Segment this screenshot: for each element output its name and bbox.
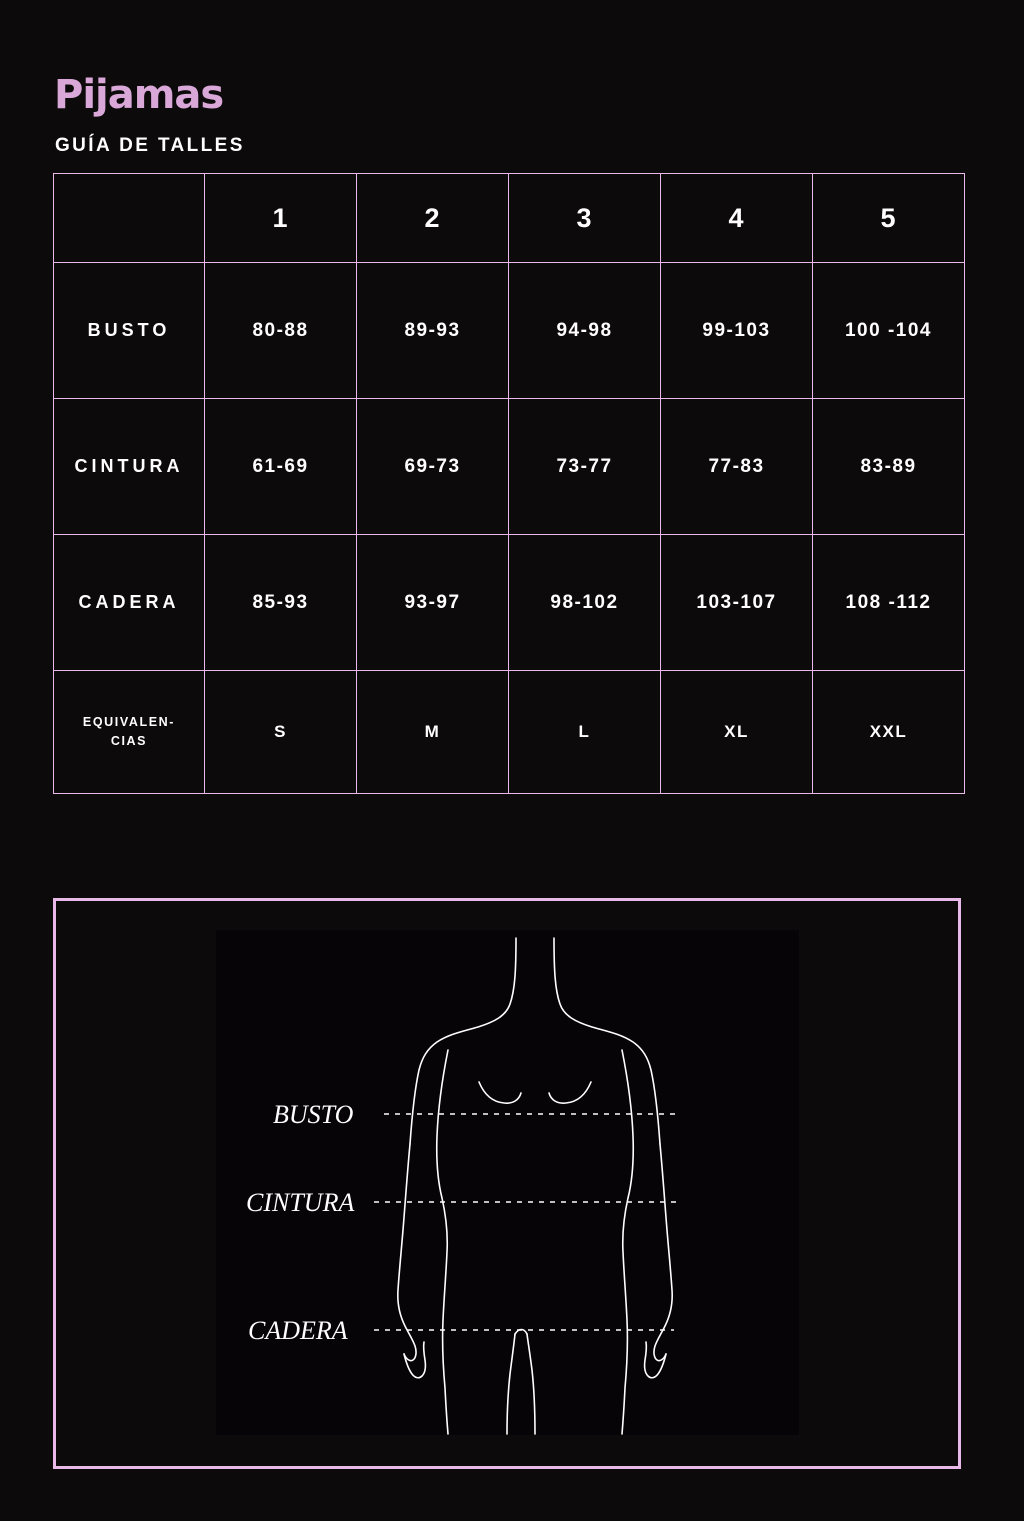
cell-busto-5: 100 -104 xyxy=(813,263,965,399)
cell-cadera-3: 98-102 xyxy=(509,535,661,671)
cell-cintura-1: 61-69 xyxy=(205,399,357,535)
column-header-4: 4 xyxy=(661,174,813,263)
size-table-container xyxy=(53,173,965,794)
cell-equivalencia-2: M xyxy=(357,671,509,794)
cell-busto-1: 80-88 xyxy=(205,263,357,399)
cell-cadera-1: 85-93 xyxy=(205,535,357,671)
cell-busto-2: 89-93 xyxy=(357,263,509,399)
table-row xyxy=(54,535,965,671)
cell-busto-3: 94-98 xyxy=(509,263,661,399)
column-header-1: 1 xyxy=(205,174,357,263)
cell-cintura-3: 73-77 xyxy=(509,399,661,535)
equivalencias-label-line1: EQUIVALEN- xyxy=(82,715,176,730)
label-busto: BUSTO xyxy=(273,1100,354,1129)
cell-equivalencia-3: L xyxy=(509,671,661,794)
cell-equivalencia-1: S xyxy=(205,671,357,794)
cell-cadera-2: 93-97 xyxy=(357,535,509,671)
column-header-3: 3 xyxy=(509,174,661,263)
row-label-cintura: CINTURA xyxy=(54,399,205,535)
figure-image-area xyxy=(216,930,799,1435)
measurement-figure-panel xyxy=(53,898,961,1469)
cell-equivalencia-4: XL xyxy=(661,671,813,794)
cell-cintura-4: 77-83 xyxy=(661,399,813,535)
cell-cintura-2: 69-73 xyxy=(357,399,509,535)
page-subtitle: GUÍA DE TALLES xyxy=(55,135,245,156)
measurement-lines xyxy=(374,1114,680,1330)
female-body-outline-icon xyxy=(398,938,672,1434)
cell-cadera-4: 103-107 xyxy=(661,535,813,671)
table-row xyxy=(54,399,965,535)
row-label-busto: BUSTO xyxy=(54,263,205,399)
column-header-2: 2 xyxy=(357,174,509,263)
body-measurement-diagram xyxy=(216,930,799,1435)
column-header-5: 5 xyxy=(813,174,965,263)
table-row-equivalencias xyxy=(54,671,965,794)
row-label-equivalencias xyxy=(54,671,205,794)
label-cadera: CADERA xyxy=(248,1316,348,1345)
cell-busto-4: 99-103 xyxy=(661,263,813,399)
label-cintura: CINTURA xyxy=(246,1188,355,1217)
size-table xyxy=(53,173,965,794)
cell-equivalencia-5: XXL xyxy=(813,671,965,794)
equivalencias-label-line2: CIAS xyxy=(110,734,148,748)
brand-title: Pijamas xyxy=(54,72,224,118)
table-header-row xyxy=(54,174,965,263)
table-corner-cell xyxy=(54,174,205,263)
table-row xyxy=(54,263,965,399)
row-label-cadera: CADERA xyxy=(54,535,205,671)
cell-cadera-5: 108 -112 xyxy=(813,535,965,671)
cell-cintura-5: 83-89 xyxy=(813,399,965,535)
